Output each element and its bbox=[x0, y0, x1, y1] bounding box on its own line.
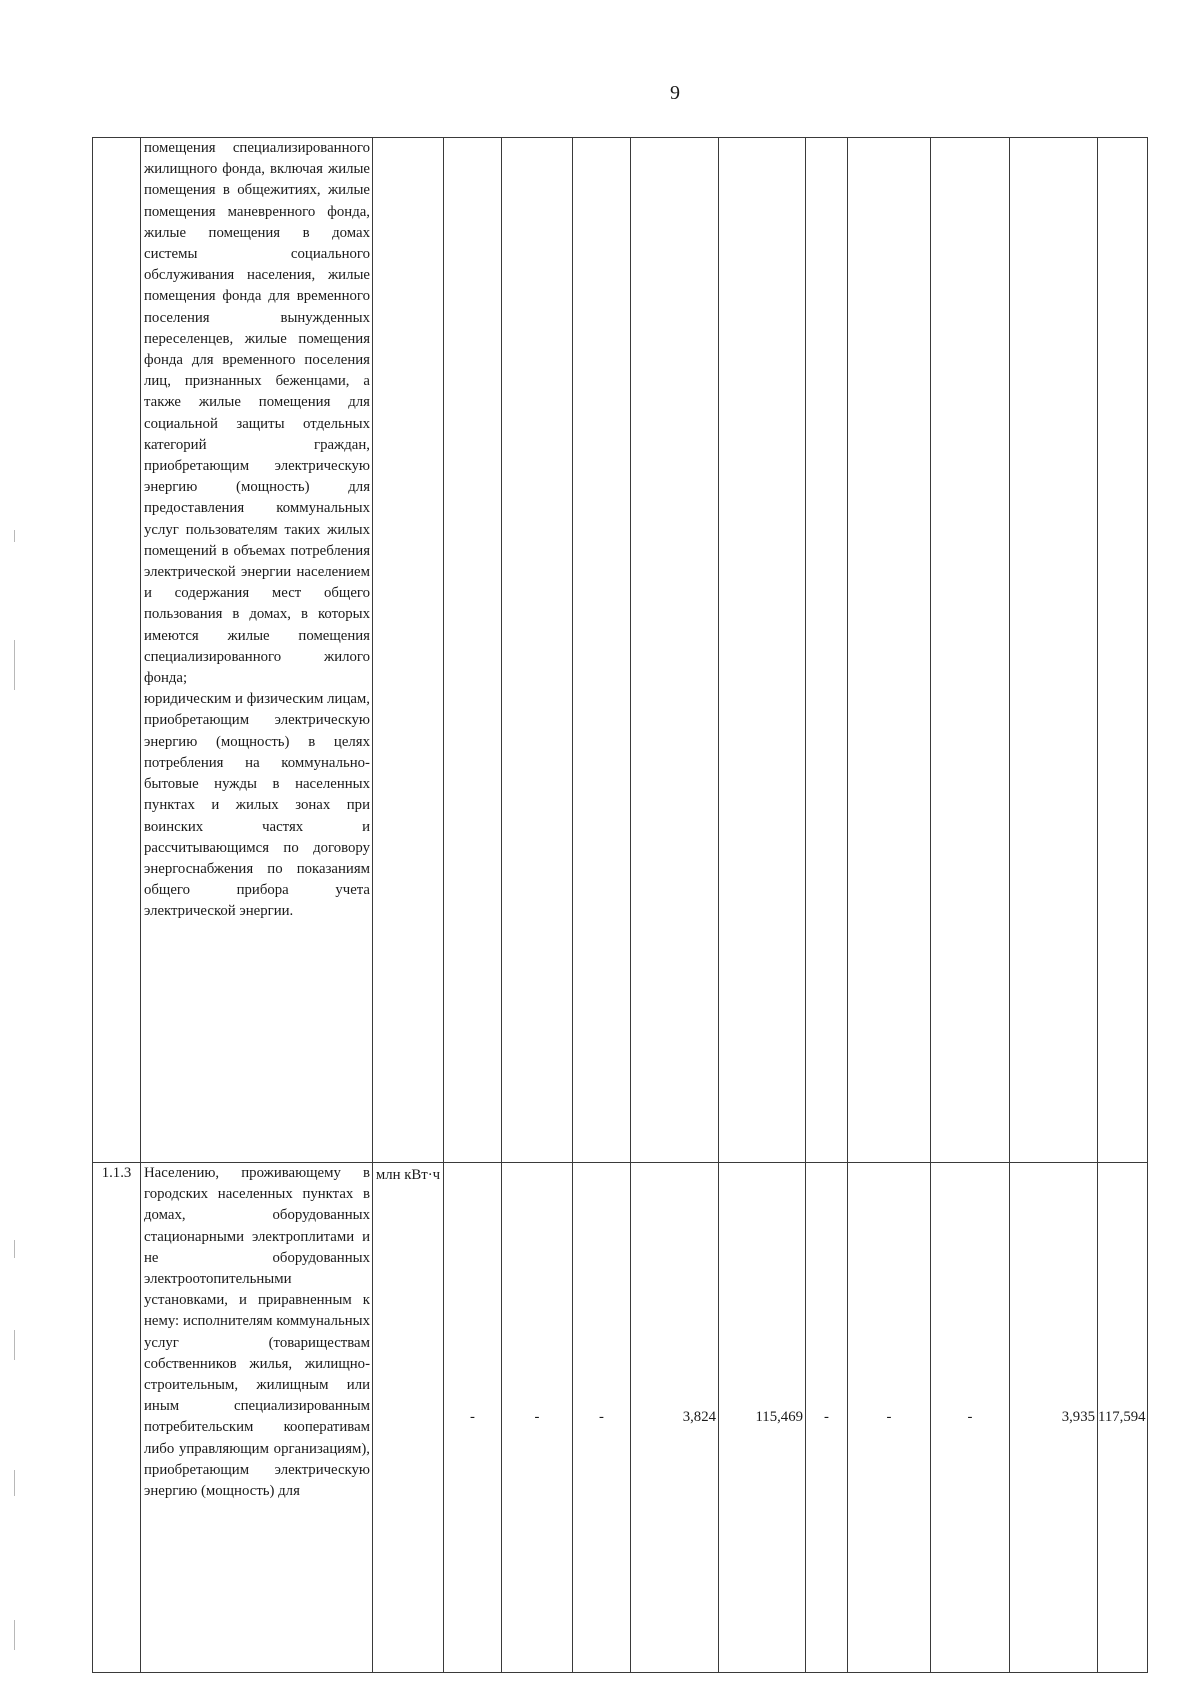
value-cell: 3,935 bbox=[1010, 1163, 1098, 1673]
value-cell: - bbox=[502, 1163, 573, 1673]
page-number: 9 bbox=[670, 82, 680, 104]
value-cell: - bbox=[848, 1163, 931, 1673]
value-cell bbox=[806, 138, 848, 1163]
description-paragraph: Населению, проживающему в городских населенных пунктах в домах, оборудованных стационарными электроплитами и не оборудованных электроотопительными установками, и приравненным к нему: исполнителям коммунальных услуг (товариществам собственников жилья, жилищно-строительным, жилищным или иным специализированным потребительским кооперативам либо управляющим организациям), приобретающим электрическую энергию (мощность) для bbox=[144, 1165, 370, 1500]
table-row bbox=[93, 138, 1148, 1163]
row-unit: млн кВт·ч bbox=[373, 1163, 444, 1673]
value-cell bbox=[719, 138, 806, 1163]
description-paragraph: юридическим и физическим лицам, приобретающим электрическую энергию (мощность) в целях потребления на коммунально-бытовые нужды в населенных пунктах и жилых зонах при воинских частях и рассчитывающимся по договору энергоснабжения по показаниям общего прибора учета электрической энергии. bbox=[144, 691, 370, 920]
value-cell bbox=[573, 138, 631, 1163]
scan-edge-marks bbox=[0, 0, 40, 1697]
value-cell: - bbox=[444, 1163, 502, 1673]
value-cell bbox=[444, 138, 502, 1163]
row-unit bbox=[373, 138, 444, 1163]
value-cell bbox=[631, 138, 719, 1163]
tariff-table bbox=[92, 137, 1148, 1673]
value-cell: - bbox=[806, 1163, 848, 1673]
row-code: 1.1.3 bbox=[93, 1163, 141, 1673]
value-cell bbox=[1010, 138, 1098, 1163]
row-description bbox=[141, 1163, 373, 1673]
value-cell bbox=[931, 138, 1010, 1163]
value-cell: 115,469 bbox=[719, 1163, 806, 1673]
value-cell bbox=[1098, 138, 1148, 1163]
value-cell: 3,824 bbox=[631, 1163, 719, 1673]
row-description bbox=[141, 138, 373, 1163]
value-cell: 117,594 bbox=[1098, 1163, 1148, 1673]
value-cell: - bbox=[573, 1163, 631, 1673]
value-cell bbox=[848, 138, 931, 1163]
value-cell: - bbox=[931, 1163, 1010, 1673]
value-cell bbox=[502, 138, 573, 1163]
row-code bbox=[93, 138, 141, 1163]
table-row bbox=[93, 1163, 1148, 1673]
description-paragraph: помещения специализированного жилищного фонда, включая жилые помещения в общежитиях, жилые помещения маневренного фонда, жилые помещения в домах системы социального обслуживания населения, жилые помещения фонда для временного поселения вынужденных переселенцев, жилые помещения фонда для временного поселения лиц, признанных беженцами, а также жилые помещения для социальной защиты отдельных категорий граждан, приобретающим электрическую энергию (мощность) для предоставления коммунальных услуг пользователям таких жилых помещений в объемах потребления электрической энергии населением и содержания мест общего пользования в домах, в которых имеются жилые помещения специализированного жилого фонда; bbox=[144, 140, 370, 687]
